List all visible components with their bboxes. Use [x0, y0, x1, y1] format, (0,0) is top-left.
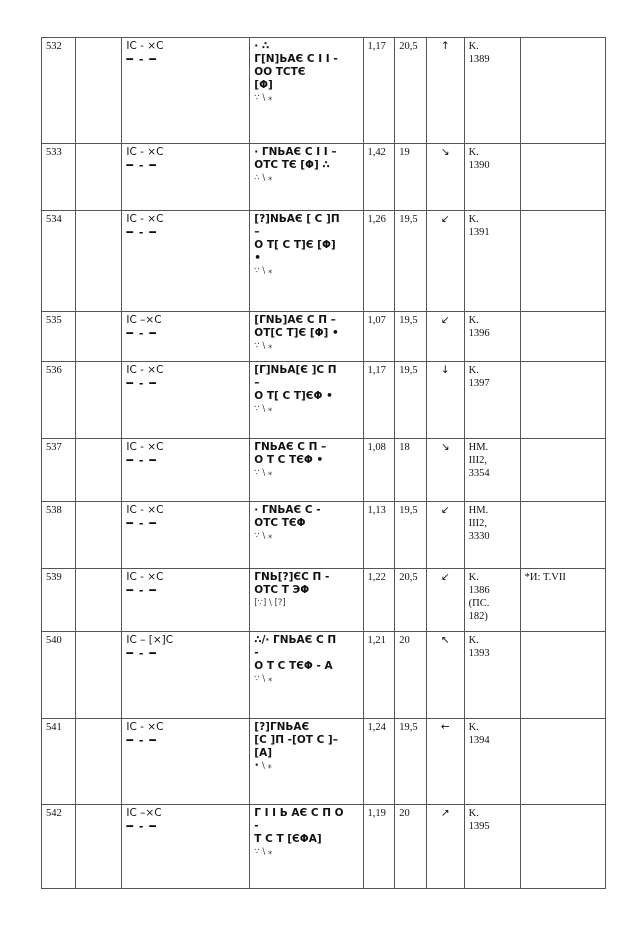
cell-inscription	[250, 362, 363, 439]
cell-legend	[122, 502, 250, 569]
cell-blank	[76, 439, 122, 502]
inscription-line: · ∴	[254, 40, 270, 52]
cell-note	[520, 439, 605, 502]
cell-note	[520, 144, 605, 211]
cell-weight: 1,17	[363, 38, 395, 144]
legend-mark: ━ - ━	[126, 734, 157, 747]
cell-weight: 1,17	[363, 362, 395, 439]
inscription-line: О Т[ С Т]ЄΦ •	[254, 390, 333, 402]
cell-legend	[122, 312, 250, 362]
cell-legend	[122, 38, 250, 144]
inscription-signs: ∵ \ ⁎	[254, 341, 273, 351]
legend-mark: ━ - ━	[126, 820, 157, 833]
table-row	[42, 632, 606, 719]
inscription-line: [ГNЬ]АЄ С П –	[254, 314, 336, 326]
cell-diameter: 20,5	[395, 569, 427, 632]
cell-weight: 1,21	[363, 632, 395, 719]
legend-mark: ━ - ━	[126, 327, 157, 340]
cell-reference: K. 1394	[464, 719, 520, 805]
inscription-signs: ∵ \ ⁎	[254, 468, 273, 478]
legend-line: IC - ×C	[126, 441, 164, 453]
cell-blank	[76, 362, 122, 439]
cell-diameter: 19,5	[395, 362, 427, 439]
cell-number: 532	[42, 38, 76, 144]
table-row	[42, 144, 606, 211]
cell-weight: 1,08	[363, 439, 395, 502]
cell-weight: 1,07	[363, 312, 395, 362]
cell-inscription	[250, 805, 363, 889]
cell-inscription	[250, 144, 363, 211]
cell-legend	[122, 632, 250, 719]
cell-blank	[76, 38, 122, 144]
cell-inscription	[250, 632, 363, 719]
legend-mark: ━ - ━	[126, 226, 157, 239]
cell-weight: 1,42	[363, 144, 395, 211]
table-row	[42, 211, 606, 312]
inscription-signs: ∵ \ ⁎	[254, 847, 273, 857]
cell-number: 542	[42, 805, 76, 889]
cell-blank	[76, 569, 122, 632]
cell-number: 538	[42, 502, 76, 569]
table-row	[42, 362, 606, 439]
cell-note	[520, 211, 605, 312]
cell-reference: K. 1395	[464, 805, 520, 889]
cell-note	[520, 312, 605, 362]
cell-number: 539	[42, 569, 76, 632]
cell-number: 540	[42, 632, 76, 719]
cell-legend	[122, 211, 250, 312]
cell-axis: ↙	[426, 569, 464, 632]
inscription-line: Г І І Ь АЄ С П О	[254, 807, 344, 819]
inscription-signs: ∴ \ ⁎	[254, 173, 273, 183]
inscription-line: [А]	[254, 747, 272, 759]
cell-note: *И: T.VII	[520, 569, 605, 632]
cell-legend	[122, 439, 250, 502]
cell-note	[520, 362, 605, 439]
legend-line: IC - ×C	[126, 571, 164, 583]
cell-blank	[76, 632, 122, 719]
table-row	[42, 569, 606, 632]
legend-line: IC - ×C	[126, 364, 164, 376]
inscription-line: –	[254, 377, 260, 389]
inscription-line: ОО ТСТЄ	[254, 66, 306, 78]
inscription-signs: ∵ \ ⁎	[254, 266, 273, 276]
legend-line: IC –×C	[126, 314, 162, 326]
cell-legend	[122, 719, 250, 805]
cell-blank	[76, 805, 122, 889]
cell-axis: ↘	[426, 439, 464, 502]
cell-number: 541	[42, 719, 76, 805]
inscription-signs: ∵ \ ⁎	[254, 404, 273, 414]
cell-axis: ↙	[426, 502, 464, 569]
inscription-line: [?]ГNЬАЄ	[254, 721, 310, 733]
legend-mark: ━ - ━	[126, 647, 157, 660]
legend-line: IC - ×C	[126, 146, 164, 158]
inscription-line: ∴/· ГNЬАЄ С П	[254, 634, 337, 646]
inscription-line: · ГNЬАЄ С -	[254, 504, 321, 516]
inscription-line: · ГNЬАЄ С І І –	[254, 146, 337, 158]
cell-axis: ←	[426, 719, 464, 805]
inscription-line: –	[254, 226, 260, 238]
inscription-line: [Φ]	[254, 79, 273, 91]
cell-note	[520, 719, 605, 805]
cell-number: 537	[42, 439, 76, 502]
cell-reference: K. 1393	[464, 632, 520, 719]
cell-legend	[122, 805, 250, 889]
catalog-body	[42, 38, 606, 889]
cell-note	[520, 632, 605, 719]
inscription-line: [Г]NЬА[Є ]С П	[254, 364, 337, 376]
cell-inscription	[250, 312, 363, 362]
cell-number: 536	[42, 362, 76, 439]
table-row	[42, 38, 606, 144]
cell-axis: ↙	[426, 211, 464, 312]
inscription-line: ОТ[С Т]Є [Φ] •	[254, 327, 339, 339]
inscription-line: •	[254, 252, 261, 264]
inscription-signs: [∵] \ [?]	[254, 598, 286, 608]
legend-line: IC –×C	[126, 807, 162, 819]
cell-axis: ↓	[426, 362, 464, 439]
cell-diameter: 18	[395, 439, 427, 502]
cell-inscription	[250, 569, 363, 632]
cell-inscription	[250, 502, 363, 569]
cell-reference: HM. III2, 3354	[464, 439, 520, 502]
legend-line: IC - ×C	[126, 213, 164, 225]
table-row	[42, 439, 606, 502]
catalog-table	[41, 37, 606, 889]
cell-diameter: 19,5	[395, 502, 427, 569]
cell-reference: K. 1389	[464, 38, 520, 144]
inscription-line: [С ]П -[ОТ С ]–	[254, 734, 338, 746]
cell-diameter: 20	[395, 805, 427, 889]
table-row	[42, 502, 606, 569]
cell-legend	[122, 569, 250, 632]
inscription-line: -	[254, 820, 259, 832]
cell-diameter: 19,5	[395, 719, 427, 805]
cell-legend	[122, 362, 250, 439]
legend-mark: ━ - ━	[126, 159, 157, 172]
cell-number: 534	[42, 211, 76, 312]
inscription-line: О Т[ С Т]Є [Φ]	[254, 239, 336, 251]
cell-reference: K. 1397	[464, 362, 520, 439]
legend-mark: ━ - ━	[126, 584, 157, 597]
cell-inscription	[250, 211, 363, 312]
cell-number: 535	[42, 312, 76, 362]
inscription-line: -	[254, 647, 259, 659]
inscription-signs: ∵ \ ⁎	[254, 674, 273, 684]
cell-weight: 1,22	[363, 569, 395, 632]
cell-number: 533	[42, 144, 76, 211]
cell-axis: ↗	[426, 805, 464, 889]
inscription-signs: ∵ \ ⁎	[254, 93, 273, 103]
legend-line: IC – [×]C	[126, 634, 174, 646]
cell-inscription	[250, 439, 363, 502]
cell-note	[520, 502, 605, 569]
inscription-line: Г[N]ЬАЄ С І І -	[254, 53, 338, 65]
inscription-line: [?]NЬАЄ [ С ]П	[254, 213, 340, 225]
cell-axis: ↖	[426, 632, 464, 719]
cell-note	[520, 805, 605, 889]
cell-weight: 1,24	[363, 719, 395, 805]
cell-weight: 1,13	[363, 502, 395, 569]
inscription-line: О Т С ТЄΦ •	[254, 454, 324, 466]
cell-legend	[122, 144, 250, 211]
inscription-line: ОТС ТЄ [Φ] ∴	[254, 159, 330, 171]
cell-blank	[76, 312, 122, 362]
cell-reference: K. 1396	[464, 312, 520, 362]
cell-weight: 1,26	[363, 211, 395, 312]
inscription-line: Т С Т [ЄΦА]	[254, 833, 322, 845]
inscription-line: О Т С ТЄΦ - А	[254, 660, 333, 672]
cell-blank	[76, 719, 122, 805]
table-row	[42, 805, 606, 889]
cell-reference: K. 1391	[464, 211, 520, 312]
cell-inscription	[250, 719, 363, 805]
table-row	[42, 312, 606, 362]
cell-reference: K. 1390	[464, 144, 520, 211]
cell-diameter: 20	[395, 632, 427, 719]
legend-line: IC - ×C	[126, 504, 164, 516]
cell-diameter: 19,5	[395, 312, 427, 362]
cell-diameter: 19	[395, 144, 427, 211]
cell-blank	[76, 144, 122, 211]
cell-reference: K. 1386 (ПС. 182)	[464, 569, 520, 632]
cell-diameter: 20,5	[395, 38, 427, 144]
cell-note	[520, 38, 605, 144]
cell-diameter: 19,5	[395, 211, 427, 312]
legend-mark: ━ - ━	[126, 517, 157, 530]
cell-inscription	[250, 38, 363, 144]
inscription-line: ОТС Т ЭΦ	[254, 584, 310, 596]
cell-axis: ↑	[426, 38, 464, 144]
legend-line: IC - ×C	[126, 721, 164, 733]
cell-blank	[76, 502, 122, 569]
legend-mark: ━ - ━	[126, 53, 157, 66]
cell-blank	[76, 211, 122, 312]
cell-weight: 1,19	[363, 805, 395, 889]
inscription-signs: ∵ \ ⁎	[254, 531, 273, 541]
table-row	[42, 719, 606, 805]
legend-mark: ━ - ━	[126, 377, 157, 390]
legend-mark: ━ - ━	[126, 454, 157, 467]
inscription-line: ГNЬАЄ С П –	[254, 441, 327, 453]
cell-reference: HM. III2, 3330	[464, 502, 520, 569]
inscription-line: ГNЬ[?]ЄС П -	[254, 571, 330, 583]
cell-axis: ↙	[426, 312, 464, 362]
legend-line: IC - ×C	[126, 40, 164, 52]
cell-axis: ↘	[426, 144, 464, 211]
inscription-line: ОТС ТЄΦ	[254, 517, 306, 529]
inscription-signs: • \ ⁎	[254, 761, 272, 771]
